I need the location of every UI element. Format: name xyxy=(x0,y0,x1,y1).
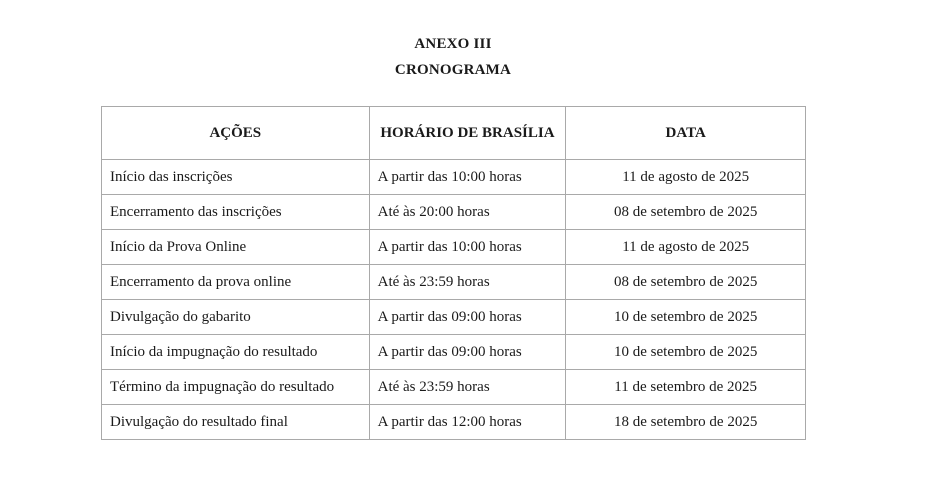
time-cell: A partir das 10:00 horas xyxy=(369,230,566,265)
table-row xyxy=(102,405,806,440)
schedule-title: CRONOGRAMA xyxy=(394,62,512,78)
date-cell: 11 de agosto de 2025 xyxy=(566,230,806,265)
action-cell: Início das inscrições xyxy=(102,160,370,195)
annex-title: ANEXO III xyxy=(414,36,492,52)
date-cell: 11 de agosto de 2025 xyxy=(566,160,806,195)
action-cell: Encerramento da prova online xyxy=(102,265,370,300)
time-cell: A partir das 09:00 horas xyxy=(369,335,566,370)
time-cell: Até às 23:59 horas xyxy=(369,265,566,300)
table-row xyxy=(102,335,806,370)
action-cell: Início da impugnação do resultado xyxy=(102,335,370,370)
table-row xyxy=(102,195,806,230)
table-row xyxy=(102,265,806,300)
action-cell: Encerramento das inscrições xyxy=(102,195,370,230)
date-cell: 08 de setembro de 2025 xyxy=(566,265,806,300)
schedule-table xyxy=(101,106,806,440)
date-cell: 18 de setembro de 2025 xyxy=(566,405,806,440)
time-cell: Até às 23:59 horas xyxy=(369,370,566,405)
date-cell: 10 de setembro de 2025 xyxy=(566,335,806,370)
time-cell: A partir das 09:00 horas xyxy=(369,300,566,335)
action-cell: Divulgação do resultado final xyxy=(102,405,370,440)
action-cell: Divulgação do gabarito xyxy=(102,300,370,335)
header-actions: AÇÕES xyxy=(102,107,370,160)
header-date: DATA xyxy=(566,107,806,160)
action-cell: Término da impugnação do resultado xyxy=(102,370,370,405)
table-row xyxy=(102,370,806,405)
date-cell: 08 de setembro de 2025 xyxy=(566,195,806,230)
header-brasilia-time: HORÁRIO DE BRASÍLIA xyxy=(369,107,566,160)
time-cell: A partir das 10:00 horas xyxy=(369,160,566,195)
time-cell: A partir das 12:00 horas xyxy=(369,405,566,440)
time-cell: Até às 20:00 horas xyxy=(369,195,566,230)
date-cell: 11 de setembro de 2025 xyxy=(566,370,806,405)
table-row xyxy=(102,300,806,335)
action-cell: Início da Prova Online xyxy=(102,230,370,265)
table-row xyxy=(102,160,806,195)
table-row xyxy=(102,230,806,265)
date-cell: 10 de setembro de 2025 xyxy=(566,300,806,335)
table-header-row xyxy=(102,107,806,160)
